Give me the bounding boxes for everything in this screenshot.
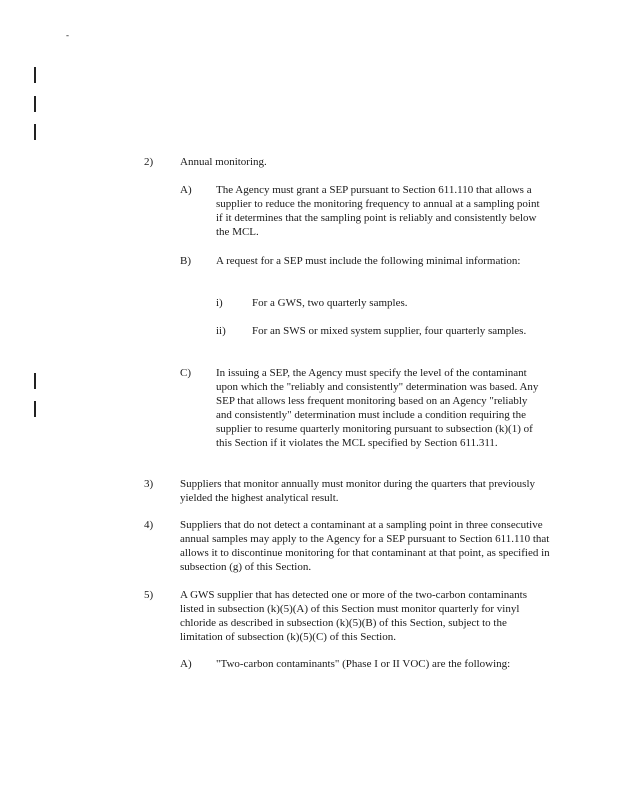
item-number: 3) <box>144 478 154 490</box>
revision-bar <box>34 67 36 83</box>
item-number: 2) <box>144 156 154 168</box>
item-number: ii) <box>216 325 226 337</box>
item-text: A GWS supplier that has detected one or more of the two-carbon contaminants listed in subsection (k)(5)(A) of this Section must monitor quarterly for vinyl chloride as described in subsection (k)(5)(B) of this Section, subject to the limitation of subsection (k)(5)(C) of this Section. <box>180 589 528 643</box>
item-text: A request for a SEP must include the following minimal information: <box>216 255 521 267</box>
item-text: For an SWS or mixed system supplier, four quarterly samples. <box>252 325 527 337</box>
margin-mark: - <box>66 30 69 40</box>
item-text: "Two-carbon contaminants" (Phase I or II VOC) are the following: <box>216 658 511 670</box>
revision-bar <box>34 373 36 389</box>
item-number: C) <box>180 367 191 379</box>
revision-bar <box>34 401 36 417</box>
item-number: i) <box>216 297 223 309</box>
item-number: A) <box>180 184 192 196</box>
item-text: In issuing a SEP, the Agency must specify the level of the contaminant upon which the "reliably and consistently" determination was based. Any SEP that allows less frequent monitoring based on an Agency "reliably and consistently" determination must include a condition requiring the supplier to resume quarterly monitoring pursuant to subsection (k)(1) of this Section if it violates the MCL specified by Section 611.311. <box>216 367 539 449</box>
item-text: Suppliers that monitor annually must monitor during the quarters that previously yielded the highest analytical result. <box>180 478 536 504</box>
item-text: Annual monitoring. <box>180 156 267 168</box>
revision-bar <box>34 124 36 140</box>
revision-bar <box>34 96 36 112</box>
item-number: B) <box>180 255 191 267</box>
item-number: 5) <box>144 589 154 601</box>
item-number: A) <box>180 658 192 670</box>
item-text: Suppliers that do not detect a contaminant at a sampling point in three consecutive annual samples may apply to the Agency for a SEP pursuant to Section 611.110 that allows it to discontinue monitoring for that contaminant at that point, as specified in subsection (g) of this Section. <box>180 519 550 573</box>
item-number: 4) <box>144 519 154 531</box>
item-text: The Agency must grant a SEP pursuant to Section 611.110 that allows a supplier to reduce the monitoring frequency to annual at a sampling point if it determines that the sampling point is reliably and consistently below the MCL. <box>216 184 540 238</box>
item-text: For a GWS, two quarterly samples. <box>252 297 408 309</box>
